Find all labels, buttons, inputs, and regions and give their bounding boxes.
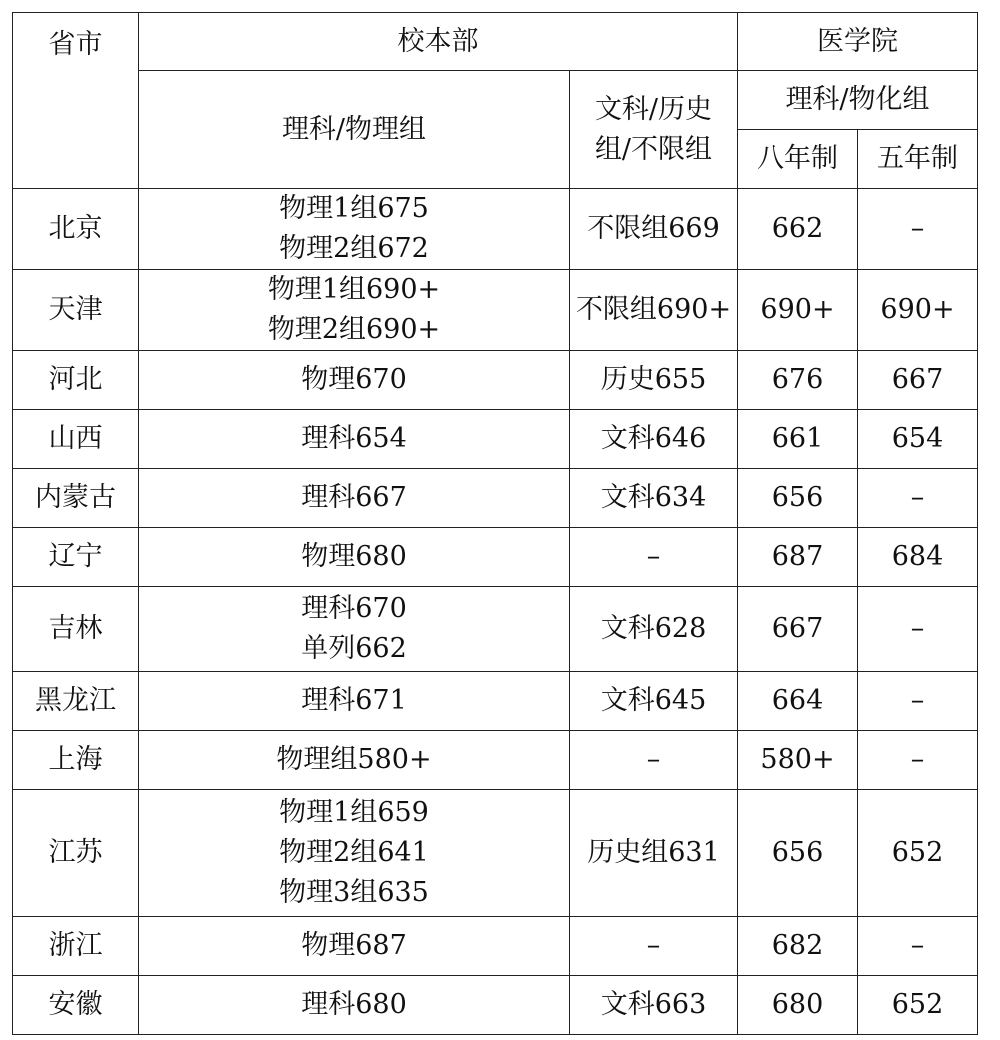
five-year-score-cell: 654 [858, 410, 978, 469]
science-score-line: 物理2组672 [279, 233, 429, 264]
science-score-cell [139, 672, 570, 731]
table-row [13, 410, 978, 469]
eight-year-score-cell: 662 [738, 189, 858, 270]
table-row [13, 189, 978, 270]
science-score-cell [139, 587, 570, 672]
science-score-cell [139, 351, 570, 410]
science-score-line: 物理2组690+ [267, 314, 441, 345]
table-row [13, 270, 978, 351]
liberal-score-cell: 文科628 [570, 587, 738, 672]
science-score-cell [139, 790, 570, 917]
science-score-line: 物理1组659 [279, 797, 429, 828]
five-year-score-cell: 684 [858, 528, 978, 587]
province-cell: 江苏 [13, 790, 139, 917]
header-science-physics: 理科/物理组 [139, 71, 570, 189]
liberal-score-cell: – [570, 917, 738, 976]
table-row [13, 469, 978, 528]
five-year-score-cell: – [858, 587, 978, 672]
header-liberal-history: 文科/历史组/不限组 [570, 71, 738, 189]
liberal-score-cell: 不限组690+ [570, 270, 738, 351]
eight-year-score-cell: 664 [738, 672, 858, 731]
table-row [13, 790, 978, 917]
science-score-cell [139, 917, 570, 976]
eight-year-score-cell: 682 [738, 917, 858, 976]
science-score-line: 理科667 [301, 482, 407, 513]
province-cell: 山西 [13, 410, 139, 469]
table-row [13, 976, 978, 1035]
eight-year-score-cell: 676 [738, 351, 858, 410]
science-score-cell [139, 976, 570, 1035]
table-row [13, 731, 978, 790]
header-five-year: 五年制 [858, 130, 978, 189]
science-score-line: 物理1组675 [279, 193, 429, 224]
science-score-line: 理科670 [301, 593, 407, 624]
table-row [13, 917, 978, 976]
science-score-cell [139, 528, 570, 587]
science-score-cell [139, 270, 570, 351]
eight-year-score-cell: 687 [738, 528, 858, 587]
science-score-line: 理科680 [301, 989, 407, 1020]
five-year-score-cell: – [858, 469, 978, 528]
eight-year-score-cell: 661 [738, 410, 858, 469]
five-year-score-cell: – [858, 731, 978, 790]
five-year-score-cell: – [858, 917, 978, 976]
eight-year-score-cell: 680 [738, 976, 858, 1035]
table-row [13, 672, 978, 731]
five-year-score-cell: 652 [858, 976, 978, 1035]
header-main-campus: 校本部 [139, 13, 738, 71]
eight-year-score-cell: 656 [738, 469, 858, 528]
science-score-line: 物理680 [301, 541, 407, 572]
province-cell: 内蒙古 [13, 469, 139, 528]
science-score-line: 理科671 [301, 685, 407, 716]
science-score-line: 物理3组635 [279, 877, 429, 908]
liberal-score-cell: – [570, 731, 738, 790]
five-year-score-cell: 690+ [858, 270, 978, 351]
province-cell: 河北 [13, 351, 139, 410]
liberal-score-cell: 文科663 [570, 976, 738, 1035]
liberal-score-cell: – [570, 528, 738, 587]
science-score-line: 物理687 [301, 930, 407, 961]
score-table-container [12, 12, 978, 1035]
science-score-cell [139, 469, 570, 528]
eight-year-score-cell: 580+ [738, 731, 858, 790]
header-medical-school: 医学院 [738, 13, 978, 71]
science-score-line: 物理1组690+ [267, 274, 441, 305]
science-score-line: 单列662 [301, 633, 407, 664]
province-cell: 上海 [13, 731, 139, 790]
five-year-score-cell: 652 [858, 790, 978, 917]
eight-year-score-cell: 667 [738, 587, 858, 672]
liberal-score-cell: 历史组631 [570, 790, 738, 917]
province-cell: 北京 [13, 189, 139, 270]
header-eight-year: 八年制 [738, 130, 858, 189]
province-cell: 辽宁 [13, 528, 139, 587]
eight-year-score-cell: 690+ [738, 270, 858, 351]
liberal-score-cell: 历史655 [570, 351, 738, 410]
liberal-score-cell: 文科646 [570, 410, 738, 469]
eight-year-score-cell: 656 [738, 790, 858, 917]
admission-score-table [12, 12, 978, 1035]
province-cell: 浙江 [13, 917, 139, 976]
science-score-cell [139, 410, 570, 469]
five-year-score-cell: – [858, 189, 978, 270]
header-med-science: 理科/物化组 [738, 71, 978, 130]
science-score-line: 物理2组641 [279, 837, 429, 868]
science-score-line: 理科654 [301, 423, 407, 454]
science-score-cell [139, 731, 570, 790]
header-row-1 [13, 13, 978, 71]
five-year-score-cell: – [858, 672, 978, 731]
header-row-2 [13, 71, 978, 130]
liberal-score-cell: 文科634 [570, 469, 738, 528]
table-row [13, 587, 978, 672]
province-cell: 吉林 [13, 587, 139, 672]
province-cell: 天津 [13, 270, 139, 351]
science-score-cell [139, 189, 570, 270]
table-row [13, 528, 978, 587]
header-province: 省市 [13, 13, 139, 189]
science-score-line: 物理组580+ [276, 744, 432, 775]
table-row [13, 351, 978, 410]
province-cell: 安徽 [13, 976, 139, 1035]
liberal-score-cell: 不限组669 [570, 189, 738, 270]
province-cell: 黑龙江 [13, 672, 139, 731]
five-year-score-cell: 667 [858, 351, 978, 410]
liberal-score-cell: 文科645 [570, 672, 738, 731]
table-body [13, 13, 978, 1035]
science-score-line: 物理670 [301, 364, 407, 395]
